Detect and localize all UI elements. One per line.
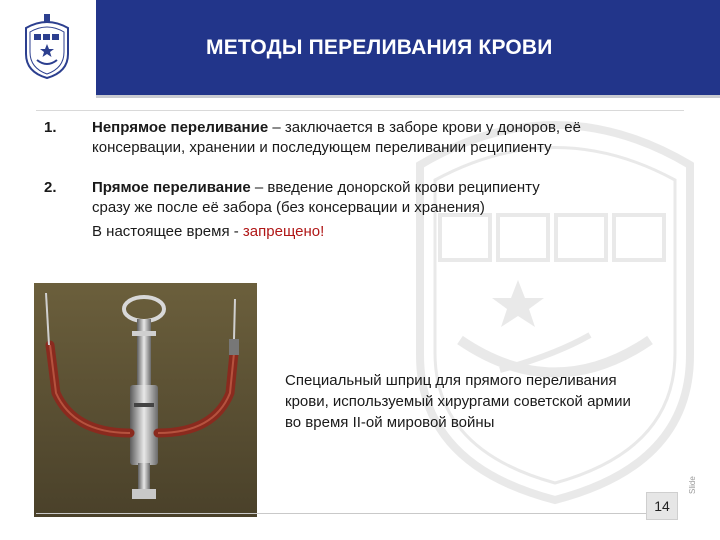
caption-line: Специальный шприц для прямого переливания [285,372,617,389]
slide-label: Slide [688,476,697,494]
item-line1: – заключается в заборе крови у доноров, её [268,119,581,136]
item-number: 1. [44,119,57,136]
syringe-photo [34,283,257,517]
crest-watermark-icon [390,105,720,505]
item-line1: – введение донорской крови реципиенту [250,179,540,196]
slide-number: 14 [646,492,678,520]
note-prefix: В настоящее время - [92,223,243,240]
list-item [0,118,720,162]
university-crest-icon [22,14,72,80]
list-item [0,178,720,242]
item-number: 2. [44,179,57,196]
item-text [92,118,692,158]
item-text [92,178,692,242]
item-term: Непрямое переливание [92,119,269,136]
footer-divider [36,513,676,514]
page-title: МЕТОДЫ ПЕРЕЛИВАНИЯ КРОВИ [206,36,553,59]
caption-line: во время II-ой мировой войны [285,414,495,431]
item-note [92,222,324,242]
item-line2: сразу же после её забора (без консервации и хранения) [92,199,485,216]
item-term: Прямое переливание [92,179,251,196]
note-highlight: запрещено! [242,223,325,240]
photo-caption [285,370,705,433]
logo-area [0,0,96,95]
item-line2: консервации, хранении и последующем переливании реципиенту [92,139,552,156]
title-banner [96,0,720,98]
syringe-image [34,283,257,517]
caption-line: крови, используемый хирургами советской армии [285,393,631,410]
